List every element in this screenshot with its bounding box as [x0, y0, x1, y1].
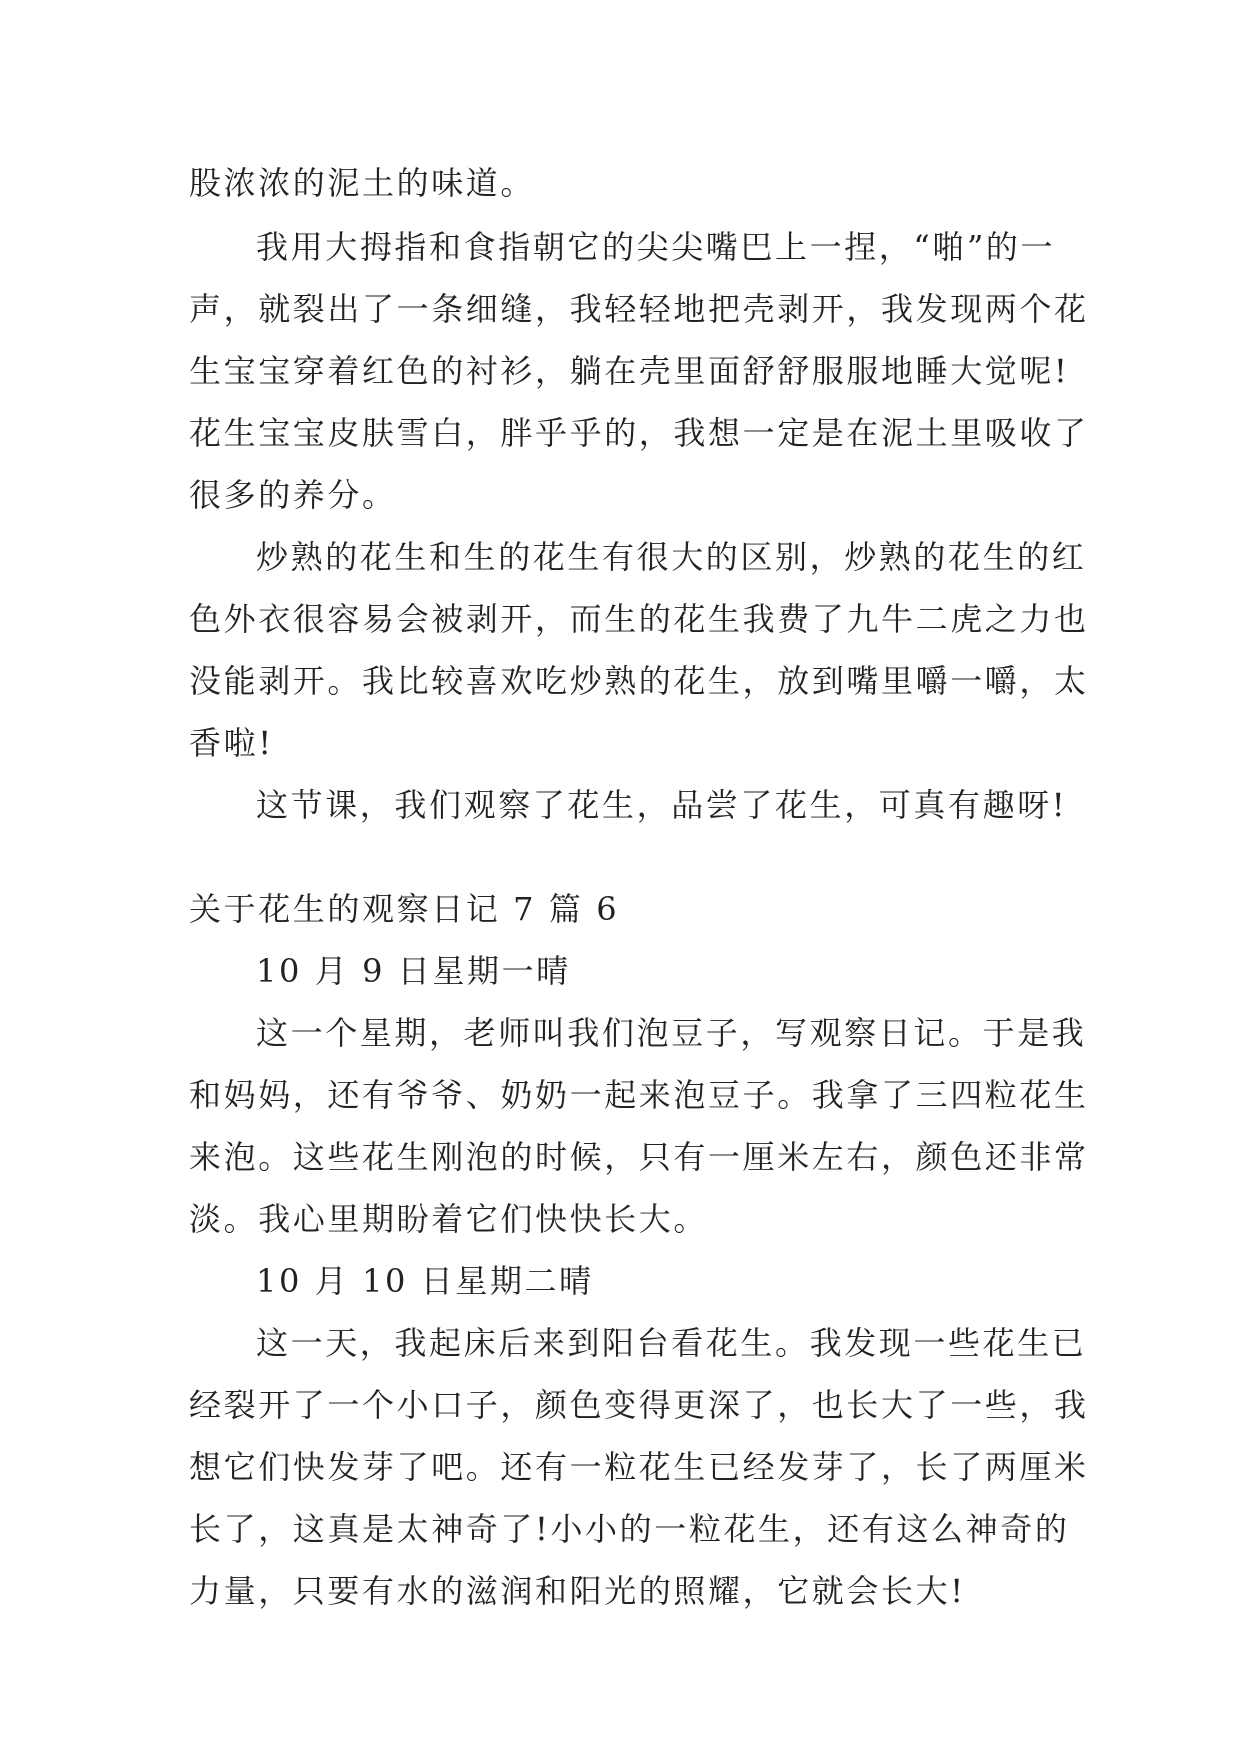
paragraph-line: 很多的养分。 [189, 476, 397, 514]
paragraph-line: 股浓浓的泥土的味道。 [189, 164, 536, 202]
paragraph-line: 来泡。这些花生刚泡的时候，只有一厘米左右，颜色还非常 [189, 1138, 1089, 1176]
paragraph-line: 长了，这真是太神奇了!小小的一粒花生，还有这么神奇的 [189, 1510, 1070, 1548]
paragraph-line: 这节课，我们观察了花生，品尝了花生，可真有趣呀! [256, 786, 1068, 824]
paragraph-line: 炒熟的花生和生的花生有很大的区别，炒熟的花生的红 [256, 538, 1087, 576]
section-heading: 关于花生的观察日记 7 篇 6 [189, 890, 620, 928]
paragraph-line: 没能剥开。我比较喜欢吃炒熟的花生，放到嘴里嚼一嚼，太 [189, 662, 1089, 700]
paragraph-line: 生宝宝穿着红色的衬衫，躺在壳里面舒舒服服地睡大觉呢! [189, 352, 1070, 390]
paragraph-line: 我用大拇指和食指朝它的尖尖嘴巴上一捏，“啪”的一 [256, 228, 1056, 266]
paragraph-line: 力量，只要有水的滋润和阳光的照耀，它就会长大! [189, 1572, 966, 1610]
paragraph-line: 色外衣很容易会被剥开，而生的花生我费了九牛二虎之力也 [189, 600, 1089, 638]
paragraph-line: 香啦! [189, 724, 274, 762]
diary-date: 10 月 9 日星期一晴 [256, 952, 571, 990]
paragraph-line: 这一天，我起床后来到阳台看花生。我发现一些花生已 [256, 1324, 1087, 1362]
paragraph-line: 和妈妈，还有爷爷、奶奶一起来泡豆子。我拿了三四粒花生 [189, 1076, 1089, 1114]
paragraph-line: 经裂开了一个小口子，颜色变得更深了，也长大了一些，我 [189, 1386, 1089, 1424]
paragraph-line: 声，就裂出了一条细缝，我轻轻地把壳剥开，我发现两个花 [189, 290, 1089, 328]
paragraph-line: 花生宝宝皮肤雪白，胖乎乎的，我想一定是在泥土里吸收了 [189, 414, 1089, 452]
paragraph-line: 想它们快发芽了吧。还有一粒花生已经发芽了，长了两厘米 [189, 1448, 1089, 1486]
paragraph-line: 这一个星期，老师叫我们泡豆子，写观察日记。于是我 [256, 1014, 1087, 1052]
diary-date: 10 月 10 日星期二晴 [256, 1262, 594, 1300]
paragraph-line: 淡。我心里期盼着它们快快长大。 [189, 1200, 709, 1238]
